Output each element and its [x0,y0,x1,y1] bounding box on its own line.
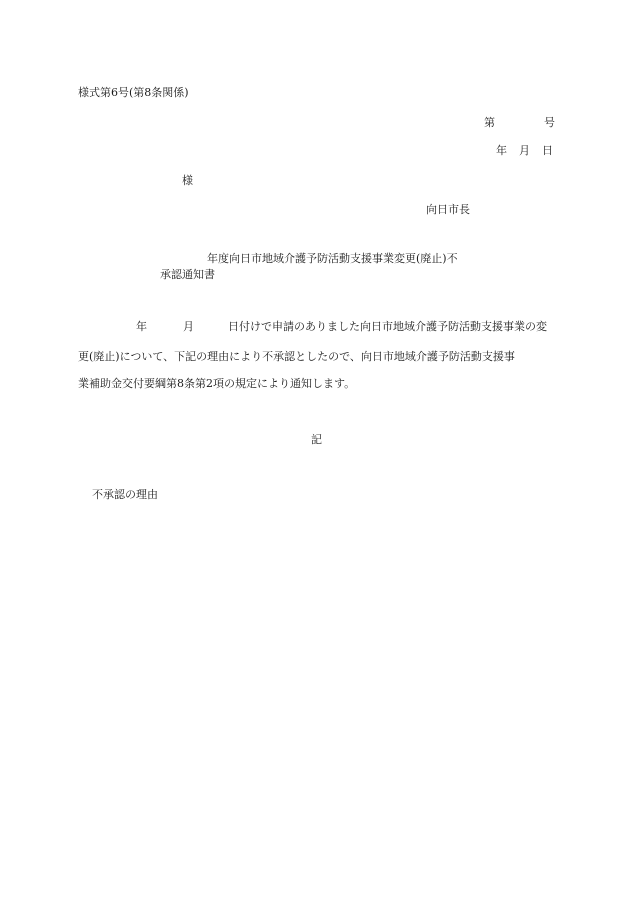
issuer-name: 向日市長 [426,203,470,216]
body-month: 月 [183,320,194,333]
ki-heading: 記 [311,433,322,446]
addressee-honorific: 様 [182,174,193,187]
body-line-1-rest: 日付けで申請のありました向日市地域介護予防活動支援事業の変 [228,320,547,333]
rejection-reason-label: 不承認の理由 [92,488,158,501]
body-year: 年 [136,320,147,333]
date-month: 月 [519,144,530,157]
issue-date [496,144,553,157]
document-number-suffix: 号 [544,116,555,129]
document-title-line-1: 年度向日市地域介護予防活動支援事業変更(廃止)不 [207,252,458,265]
date-day: 日 [542,144,553,157]
form-number-label: 様式第6号(第8条関係) [78,86,189,99]
document-title-line-2: 承認通知書 [160,268,215,281]
body-text-line-3: 業補助金交付要綱第8条第2項の規定により通知します。 [78,377,356,390]
document-number-prefix: 第 [484,116,495,129]
body-text-line-2: 更(廃止)について、下記の理由により不承認としたので、向日市地域介護予防活動支援事 [78,350,515,363]
body-text-line-1 [136,320,547,333]
date-year: 年 [496,144,507,157]
